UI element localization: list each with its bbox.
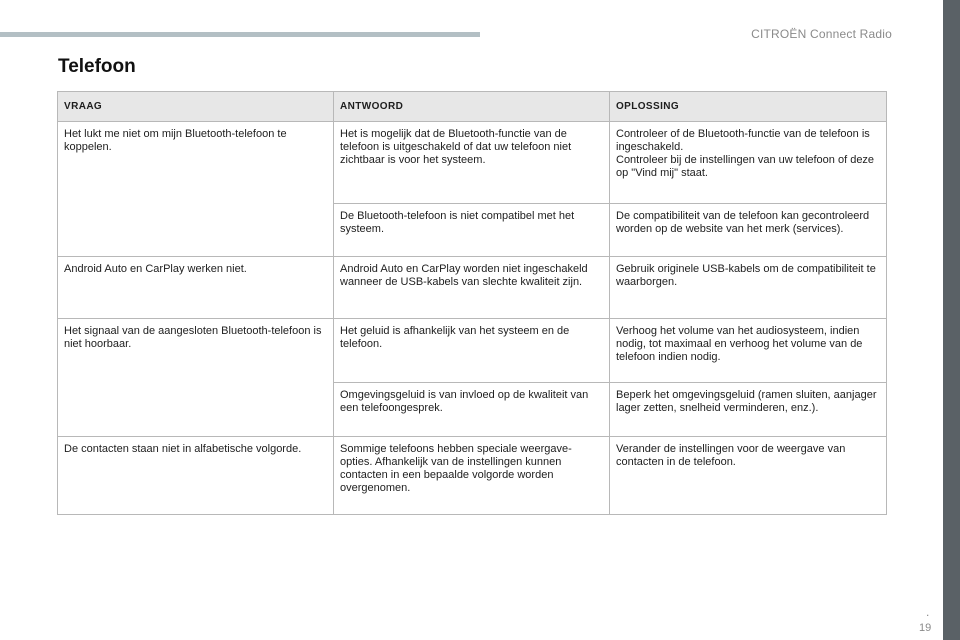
answer-cell: Het geluid is afhankelijk van het systeem en de telefoon. — [334, 319, 610, 383]
solution-cell — [610, 319, 887, 383]
solution-line: De compatibiliteit van de telefoon kan gecontroleerd worden op de website van het merk (services). — [616, 210, 870, 235]
answer-cell: De Bluetooth-telefoon is niet compatibel met het systeem. — [334, 204, 610, 257]
answer-cell: Omgevingsgeluid is van invloed op de kwaliteit van een telefoongesprek. — [334, 383, 610, 437]
table-row — [58, 257, 887, 319]
solution-line: Verhoog het volume van het audiosysteem, indien nodig, tot maximaal en verhoog het volume van de telefoon indien nodig. — [616, 325, 863, 363]
brand-label: CITROËN Connect Radio — [751, 27, 892, 41]
question-cell: Android Auto en CarPlay werken niet. — [58, 257, 334, 319]
table-row — [58, 122, 887, 204]
column-header-vraag: VRAAG — [58, 92, 334, 122]
page-edge-bar — [943, 0, 960, 640]
page-number: 19 — [919, 622, 932, 634]
solution-line: Verander de instellingen voor de weergave van contacten in de telefoon. — [616, 443, 846, 468]
question-cell: Het lukt me niet om mijn Bluetooth-telefoon te koppelen. — [58, 122, 334, 257]
faq-table — [57, 91, 887, 515]
solution-line: Controleer of de Bluetooth-functie van de telefoon is ingeschakeld. — [616, 128, 870, 153]
solution-cell — [610, 204, 887, 257]
answer-cell: Android Auto en CarPlay worden niet ingeschakeld wanneer de USB-kabels van slechte kwaliteit zijn. — [334, 257, 610, 319]
header-rule — [0, 32, 480, 37]
answer-cell: Sommige telefoons hebben speciale weergave-opties. Afhankelijk van de instellingen kunnen contacten in een bepaalde volgorde worden overgenomen. — [334, 437, 610, 515]
table-row — [58, 437, 887, 515]
answer-cell: Het is mogelijk dat de Bluetooth-functie van de telefoon is uitgeschakeld of dat uw telefoon niet zichtbaar is voor het systeem. — [334, 122, 610, 204]
column-header-oplossing: OPLOSSING — [610, 92, 887, 122]
question-cell: Het signaal van de aangesloten Bluetooth-telefoon is niet hoorbaar. — [58, 319, 334, 437]
table-row — [58, 319, 887, 383]
solution-cell — [610, 257, 887, 319]
solution-line: Gebruik originele USB-kabels om de compatibiliteit te waarborgen. — [616, 263, 876, 288]
page-dot: . — [926, 605, 930, 619]
table-header-row — [58, 92, 887, 122]
solution-line: Beperk het omgevingsgeluid (ramen sluiten, aanjager lager zetten, snelheid verminderen, enz.). — [616, 389, 877, 414]
solution-line: Controleer bij de instellingen van uw telefoon of deze op "Vind mij" staat. — [616, 154, 875, 179]
solution-cell — [610, 437, 887, 515]
solution-cell — [610, 383, 887, 437]
solution-cell — [610, 122, 887, 204]
question-cell: De contacten staan niet in alfabetische volgorde. — [58, 437, 334, 515]
column-header-antwoord: ANTWOORD — [334, 92, 610, 122]
page-title: Telefoon — [58, 56, 136, 77]
